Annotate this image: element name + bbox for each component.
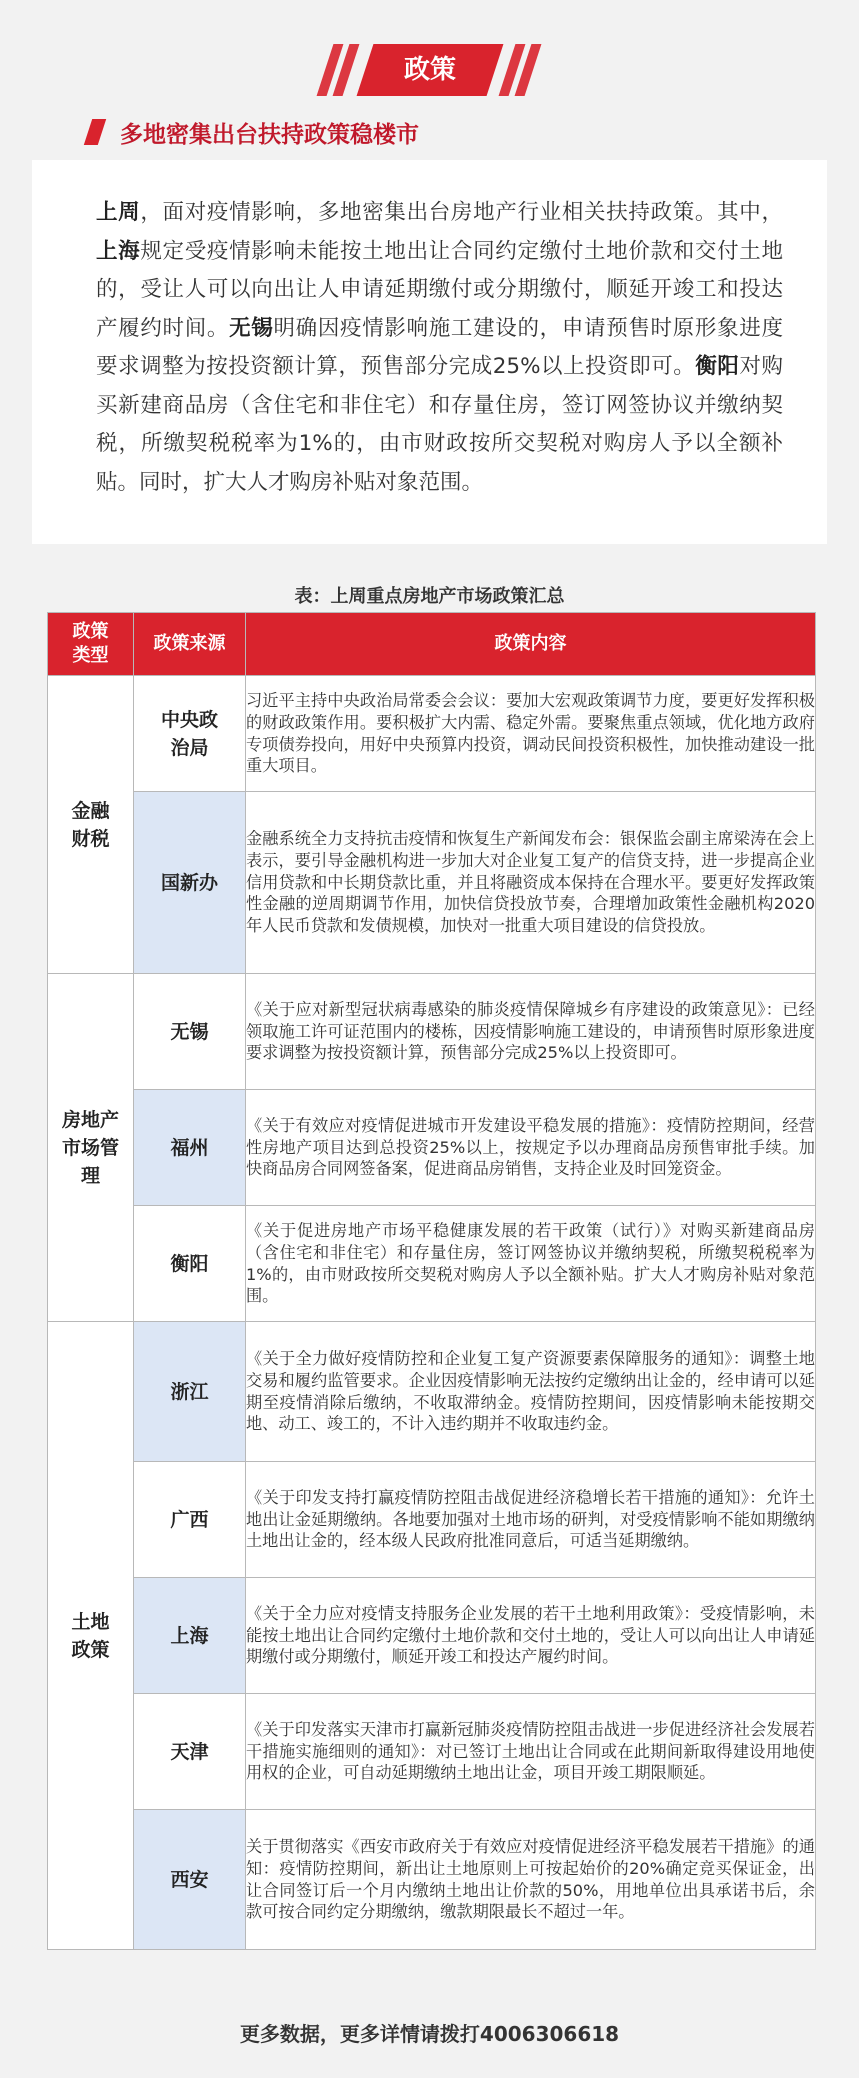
policy-table xyxy=(47,612,816,1950)
section-label: 政策 xyxy=(403,55,456,85)
content-cell: 《关于有效应对疫情促进城市开发建设平稳发展的措施》：疫情防控期间，经营性房地产项目达到总投资25%以上，按规定予以办理商品房预售审批手续。加快商品房合同网签备案，促进商品房销售，支持企业及时回笼资金。 xyxy=(246,1090,816,1206)
table-row xyxy=(48,974,816,1090)
table-row xyxy=(48,1578,816,1694)
footer-contact: 更多数据，更多详情请拨打4006306618 xyxy=(239,2022,620,2046)
section-banner xyxy=(355,44,505,96)
table-header-row xyxy=(48,613,816,676)
summary-highlight: 上周 xyxy=(96,200,141,225)
content-cell: 关于贯彻落实《西安市政府关于有效应对疫情促进经济平稳发展若干措施》的通知：疫情防控期间，新出让土地原则上可按起始价的20%确定竞买保证金，出让合同签订后一个月内缴纳土地出让价款的50%，用地单位出具承诺书后，余款可按合同约定分期缴纳，缴款期限最长不超过一年。 xyxy=(246,1810,816,1950)
content-cell: 金融系统全力支持抗击疫情和恢复生产新闻发布会：银保监会副主席梁涛在会上表示，要引导金融机构进一步加大对企业复工复产的信贷支持，进一步提高企业信用贷款和中长期贷款比重，并且将融资成本保持在合理水平。要更好发挥政策性金融的逆周期调节作用，加快信贷投放节奏，合理增加政策性金融机构2020年人民币贷款和发债规模，加快对一批重大项目建设的信贷投放。 xyxy=(246,792,816,974)
summary-text: ，面对疫情影响，多地密集出台房地产行业相关扶持政策。其中， xyxy=(140,200,783,225)
source-cell: 国新办 xyxy=(134,792,246,974)
source-cell: 西安 xyxy=(134,1810,246,1950)
header-content: 政策内容 xyxy=(246,613,816,676)
category-cell: 土地政策 xyxy=(48,1322,134,1950)
table-row xyxy=(48,1206,816,1322)
source-cell: 无锡 xyxy=(134,974,246,1090)
source-cell: 福州 xyxy=(134,1090,246,1206)
source-cell: 衡阳 xyxy=(134,1206,246,1322)
content-cell: 《关于全力应对疫情支持服务企业发展的若干土地利用政策》：受疫情影响，未能按土地出让合同约定缴付土地价款和交付土地的，受让人可以向出让人申请延期缴付或分期缴付，顺延开竣工和投达产履约时间。 xyxy=(246,1578,816,1694)
header-type: 政策类型 xyxy=(48,613,134,676)
category-cell: 房地产市场管理 xyxy=(48,974,134,1322)
subtitle-text: 多地密集出台扶持政策稳楼市 xyxy=(120,121,419,148)
summary-text: 对购买新建商品房（含住宅和非住宅）和存量住房，签订网签协议并缴纳契税，所缴契税税率为1%的，由市财政按所交契税对购房人予以全额补贴。同时，扩大人才购房补贴对象范围。 xyxy=(96,354,783,495)
content-cell: 《关于全力做好疫情防控和企业复工复产资源要素保障服务的通知》：调整土地交易和履约监管要求。企业因疫情影响无法按约定缴纳出让金的，经申请可以延期至疫情消除后缴纳，不收取滞纳金。疫情防控期间，因疫情影响未能按期交地、动工、竣工的，不计入违约期并不收取违约金。 xyxy=(246,1322,816,1462)
table-row xyxy=(48,1090,816,1206)
content-cell: 习近平主持中央政治局常委会会议：要加大宏观政策调节力度，要更好发挥积极的财政政策作用。要积极扩大内需、稳定外需。要聚焦重点领域，优化地方政府专项债券投向，用好中央预算内投资，调动民间投资积极性，加快推动建设一批重大项目。 xyxy=(246,676,816,792)
source-cell: 广西 xyxy=(134,1462,246,1578)
source-cell: 天津 xyxy=(134,1694,246,1810)
table-row xyxy=(48,792,816,974)
subtitle-marker xyxy=(84,119,106,145)
summary-highlight: 上海 xyxy=(96,238,141,264)
table-row xyxy=(48,1462,816,1578)
table-row xyxy=(48,676,816,792)
summary-highlight: 无锡 xyxy=(229,315,274,341)
content-cell: 《关于印发落实天津市打赢新冠肺炎疫情防控阻击战进一步促进经济社会发展若干措施实施细则的通知》：对已签订土地出让合同或在此期间新取得建设用地使用权的企业，可自动延期缴纳土地出让金，项目开竣工期限顺延。 xyxy=(246,1694,816,1810)
summary-highlight: 衡阳 xyxy=(695,354,740,379)
table-row xyxy=(48,1694,816,1810)
table-row xyxy=(48,1322,816,1462)
article-subtitle xyxy=(88,114,419,150)
header-source: 政策来源 xyxy=(134,613,246,676)
summary-paragraph xyxy=(32,160,827,544)
summary-text: 明确因疫情影响施工建设的，申请预售时原形象进度要求调整为按投资额计算，预售部分完成25%以上投资即可。 xyxy=(96,315,783,379)
content-cell: 《关于促进房地产市场平稳健康发展的若干政策（试行）》对购买新建商品房（含住宅和非住宅）和存量住房，签订网签协议并缴纳契税，所缴契税税率为1%的，由市财政按所交契税对购房人予以全额补贴。扩大人才购房补贴对象范围。 xyxy=(246,1206,816,1322)
source-cell: 上海 xyxy=(134,1578,246,1694)
table-row xyxy=(48,1810,816,1950)
category-cell: 金融财税 xyxy=(48,676,134,974)
content-cell: 《关于应对新型冠状病毒感染的肺炎疫情保障城乡有序建设的政策意见》：已经领取施工许可证范围内的楼栋，因疫情影响施工建设的，申请预售时原形象进度要求调整为按投资额计算，预售部分完成25%以上投资即可。 xyxy=(246,974,816,1090)
table-title: 表：上周重点房地产市场政策汇总 xyxy=(294,586,565,607)
source-cell: 浙江 xyxy=(134,1322,246,1462)
content-cell: 《关于印发支持打赢疫情防控阻击战促进经济稳增长若干措施的通知》：允许土地出让金延期缴纳。各地要加强对土地市场的研判，对受疫情影响不能如期缴纳土地出让金的，经本级人民政府批准同意后，可适当延期缴纳。 xyxy=(246,1462,816,1578)
source-cell: 中央政治局 xyxy=(134,676,246,792)
summary-text: 规定受疫情影响未能按土地出让合同约定缴付土地价款和交付土地的，受让人可以向出让人申请延期缴付或分期缴付，顺延开竣工和投达产履约时间。 xyxy=(96,238,783,341)
